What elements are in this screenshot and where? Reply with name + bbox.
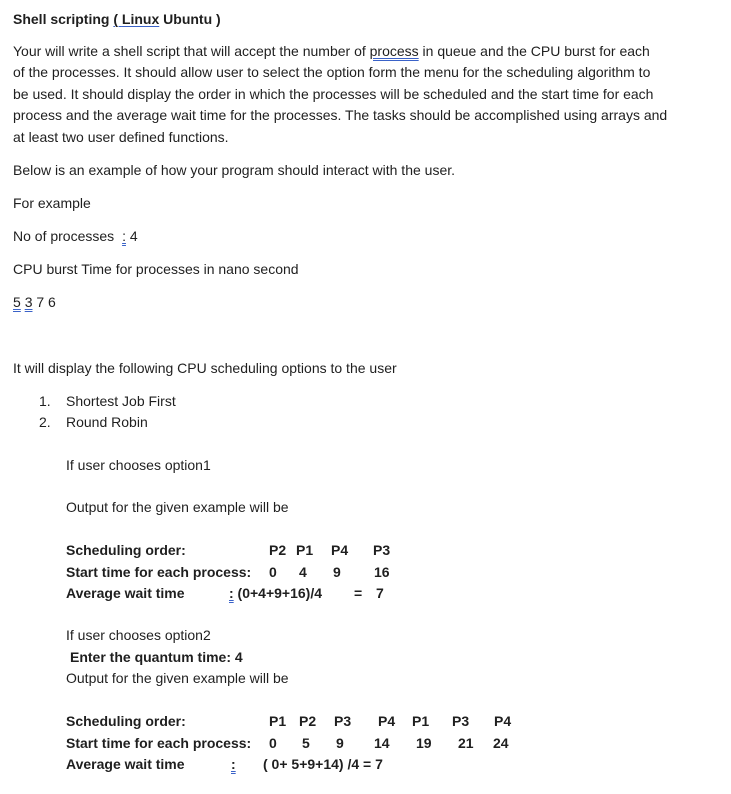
title-open-paren: (: [113, 11, 122, 27]
opt2-avg-colon: [231, 756, 236, 772]
opt2-start-7: 24: [493, 735, 509, 751]
opt2-start-label: Start time for each process:: [66, 735, 252, 751]
burst-value-rest: 7 6: [32, 294, 56, 310]
opt1-order-2: P1: [296, 542, 314, 558]
opt2-sched-label: Scheduling order:: [66, 713, 186, 729]
opt2-start-1: 0: [269, 735, 277, 751]
title-linux: Linux: [121, 11, 160, 27]
num-processes-label: No of processes: [13, 228, 119, 244]
opt1-start-2: 4: [299, 564, 307, 580]
option1-choose: If user chooses option1: [66, 457, 211, 473]
opt2-start-5: 19: [416, 735, 432, 751]
option-1-label: Shortest Job First: [66, 393, 176, 409]
opt1-avg-formula: (0+4+9+16)/4: [233, 585, 323, 601]
opt2-order-4: P4: [378, 713, 396, 729]
option1-output-line: Output for the given example will be: [66, 499, 289, 515]
opt2-start-2: 5: [302, 735, 310, 751]
option2-quantum: Enter the quantum time: 4: [70, 649, 243, 665]
opt2-order-7: P4: [494, 713, 512, 729]
intro-line-1: [13, 41, 713, 62]
opt2-avg-formula: ( 0+ 5+9+14) /4 = 7: [263, 756, 383, 772]
opt2-order-5: P1: [412, 713, 430, 729]
option-1-number: 1.: [39, 393, 51, 409]
display-options-line: It will display the following CPU scheduling options to the user: [13, 360, 397, 376]
title-prefix: Shell scripting: [13, 11, 114, 27]
num-processes-line: [13, 228, 138, 244]
intro-line-3: be used. It should display the order in which the processes will be scheduled and the start time for each: [13, 85, 654, 102]
burst-label: CPU burst Time for processes in nano second: [13, 261, 299, 277]
intro-line-4: process and the average wait time for the processes. The tasks should be accomplished using arrays and: [13, 107, 668, 124]
opt2-avg-label: Average wait time: [66, 756, 185, 772]
option-2-label: Round Robin: [66, 414, 148, 430]
opt1-start-label: Start time for each process:: [66, 564, 252, 580]
option2-choose: If user chooses option2: [66, 627, 211, 643]
below-line: Below is an example of how your program should interact with the user.: [13, 162, 456, 178]
opt2-order-3: P3: [334, 713, 352, 729]
opt1-start-4: 16: [374, 564, 390, 580]
for-example: For example: [13, 195, 91, 211]
opt2-order-2: P2: [299, 713, 317, 729]
opt1-order-3: P4: [331, 542, 349, 558]
intro-l1a: Your will write a shell script that will accept the number of: [13, 43, 370, 59]
num-processes-value: 4: [125, 228, 138, 244]
intro-line-2: of the processes. It should allow user to select the option form the menu for the scheduling algorithm to: [13, 64, 651, 81]
document-title: [13, 11, 221, 27]
option-2-number: 2.: [39, 414, 51, 430]
opt1-avg-expression: [229, 585, 322, 601]
opt1-avg-colon: :: [229, 585, 234, 601]
opt1-avg-equals: =: [354, 585, 363, 601]
opt1-start-3: 9: [333, 564, 341, 580]
opt2-start-6: 21: [458, 735, 474, 751]
option2-output-line: Output for the given example will be: [66, 670, 289, 686]
opt1-sched-label: Scheduling order:: [66, 542, 186, 558]
opt1-avg-value: 7: [376, 585, 384, 601]
burst-value-b: 3: [24, 294, 33, 310]
opt1-avg-label: Average wait time: [66, 585, 185, 601]
intro-process-word: process: [369, 43, 419, 59]
opt2-order-6: P3: [452, 713, 470, 729]
burst-values: [13, 294, 56, 310]
opt2-start-3: 9: [336, 735, 344, 751]
opt1-order-4: P3: [373, 542, 391, 558]
intro-paragraph: [13, 41, 713, 148]
opt2-order-1: P1: [269, 713, 287, 729]
opt1-order-1: P2: [269, 542, 287, 558]
intro-line-5: at least two user defined functions.: [13, 128, 229, 145]
opt1-start-1: 0: [269, 564, 277, 580]
burst-value-a: 5: [13, 294, 21, 310]
intro-l1c: in queue and the CPU burst for each: [418, 43, 650, 59]
opt2-avg-colon-text: :: [231, 756, 236, 772]
opt2-start-4: 14: [374, 735, 390, 751]
title-ubuntu: Ubuntu ): [159, 11, 221, 27]
num-processes-colon: :: [122, 228, 126, 244]
